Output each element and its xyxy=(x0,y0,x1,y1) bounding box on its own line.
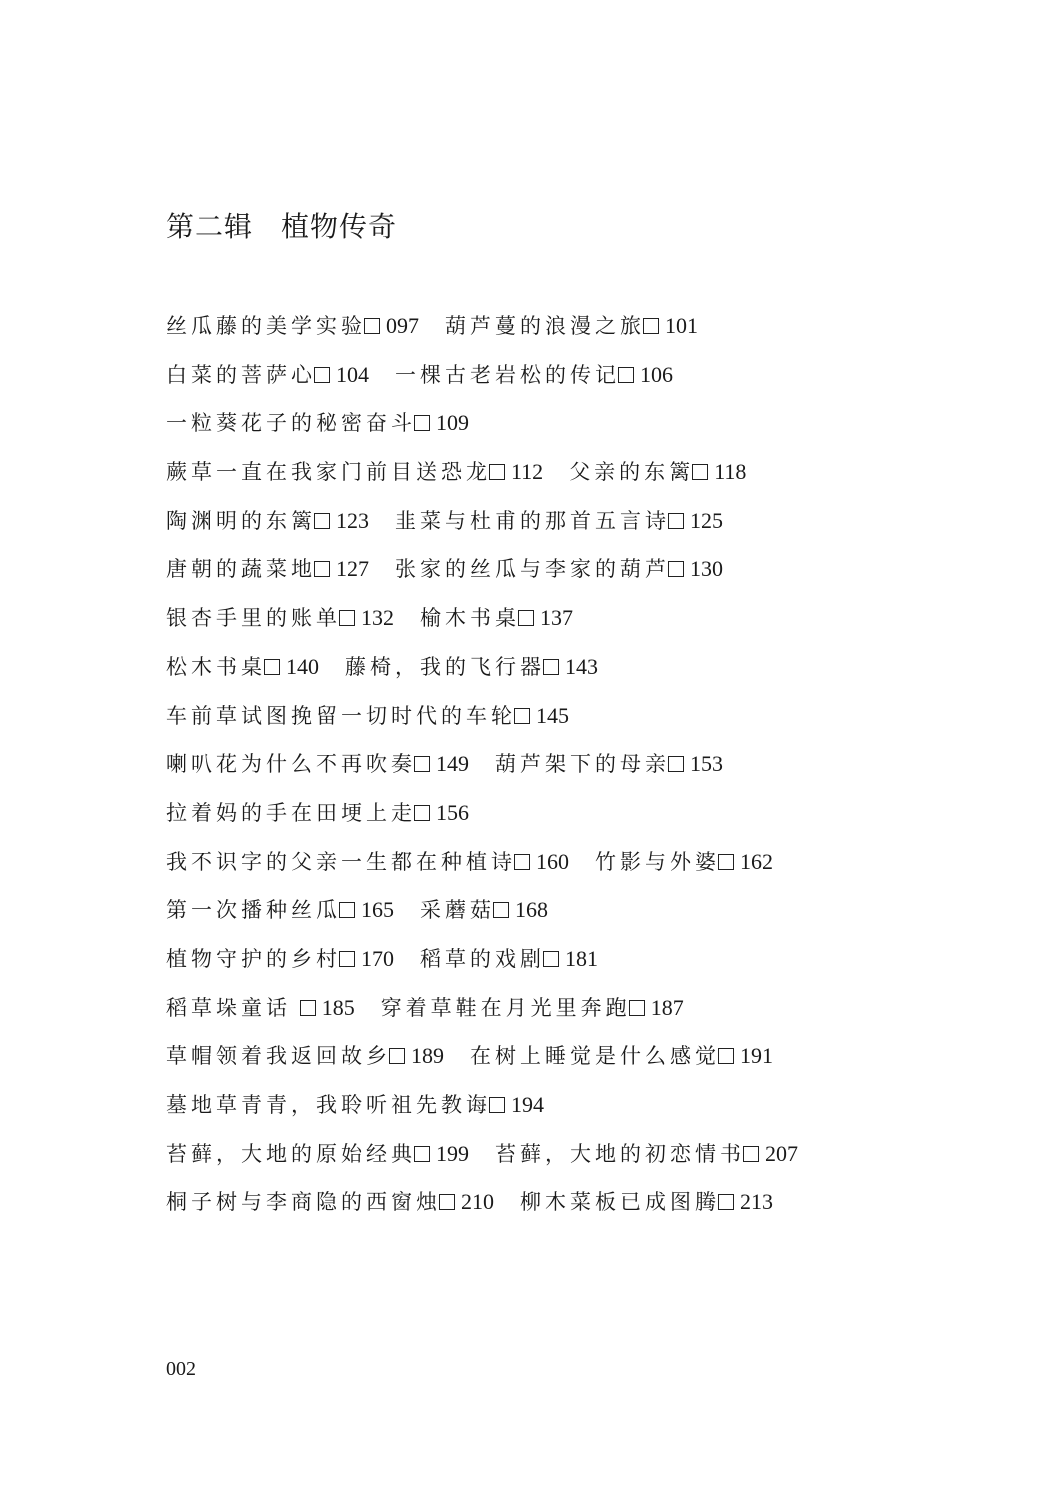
toc-entry-title: 父亲的东篱 xyxy=(569,460,695,485)
toc-entry-title: 葫芦蔓的浪漫之旅 xyxy=(445,314,645,338)
toc-entry-page: 165 xyxy=(361,897,394,923)
toc-entry[interactable] xyxy=(381,996,684,1020)
placeholder-box-icon xyxy=(518,610,534,626)
placeholder-box-icon xyxy=(300,1000,316,1016)
toc-entry-page: 127 xyxy=(336,556,369,582)
toc-entry-page: 213 xyxy=(740,1189,773,1215)
toc-entry-page: 101 xyxy=(665,313,698,338)
placeholder-box-icon xyxy=(314,513,330,529)
toc-entry[interactable] xyxy=(520,1190,773,1214)
toc-entry-page: 112 xyxy=(511,459,544,485)
toc-entry-title: 第一次播种丝瓜 xyxy=(166,898,341,923)
toc-line xyxy=(166,942,926,991)
placeholder-box-icon xyxy=(339,610,355,626)
placeholder-box-icon xyxy=(668,513,684,529)
placeholder-box-icon xyxy=(643,318,659,334)
toc-entry-page: 207 xyxy=(765,1140,798,1166)
toc-entry[interactable] xyxy=(395,363,673,387)
table-of-contents xyxy=(166,309,926,1234)
placeholder-box-icon xyxy=(718,1048,734,1064)
placeholder-box-icon xyxy=(493,902,509,918)
toc-entry-page: 125 xyxy=(690,507,723,533)
toc-entry[interactable] xyxy=(166,1093,544,1117)
toc-entry-page: 168 xyxy=(515,897,548,923)
toc-entry[interactable] xyxy=(420,947,598,971)
placeholder-box-icon xyxy=(414,1146,430,1162)
toc-entry-title: 植物守护的乡村 xyxy=(166,946,341,971)
toc-line xyxy=(166,845,926,894)
toc-entry-title: 白菜的菩萨心 xyxy=(166,362,316,387)
placeholder-box-icon xyxy=(514,854,530,870)
toc-entry[interactable] xyxy=(495,1142,798,1166)
placeholder-box-icon xyxy=(543,951,559,967)
toc-entry-page: 210 xyxy=(461,1189,494,1215)
toc-entry-title: 榆木书桌 xyxy=(420,606,520,631)
toc-entry-page: 187 xyxy=(650,994,684,1020)
placeholder-box-icon xyxy=(314,367,330,383)
toc-entry[interactable] xyxy=(445,314,698,338)
toc-entry-page: 153 xyxy=(690,751,723,777)
toc-entry-title: 唐朝的蔬菜地 xyxy=(166,557,316,582)
toc-line xyxy=(166,601,926,650)
toc-line xyxy=(166,406,926,455)
toc-line xyxy=(166,650,926,699)
placeholder-box-icon xyxy=(414,805,430,821)
toc-entry-page: 104 xyxy=(336,361,369,387)
placeholder-box-icon xyxy=(439,1194,455,1210)
placeholder-box-icon xyxy=(718,854,734,870)
toc-entry-title: 张家的丝瓜与李家的葫芦 xyxy=(395,557,670,582)
section-label: 第二辑 xyxy=(166,210,254,243)
toc-entry-page: 160 xyxy=(536,848,569,874)
placeholder-box-icon xyxy=(629,1000,645,1016)
toc-entry[interactable] xyxy=(166,509,369,533)
toc-entry-title: 银杏手里的账单 xyxy=(166,606,341,631)
placeholder-box-icon xyxy=(514,708,530,724)
toc-entry-title: 一棵古老岩松的传记 xyxy=(395,362,620,387)
toc-line xyxy=(166,309,926,358)
toc-entry[interactable] xyxy=(395,557,723,581)
toc-entry[interactable] xyxy=(420,606,573,630)
toc-entry[interactable] xyxy=(166,996,355,1020)
toc-entry[interactable] xyxy=(395,509,723,533)
toc-entry-title: 桐子树与李商隐的西窗烛 xyxy=(166,1190,441,1215)
toc-entry-title: 我不识字的父亲一生都在种植诗 xyxy=(166,849,516,874)
toc-entry[interactable] xyxy=(166,314,419,338)
placeholder-box-icon xyxy=(489,1097,505,1113)
toc-entry-page: 140 xyxy=(286,653,319,679)
toc-entry[interactable] xyxy=(345,655,598,679)
toc-line xyxy=(166,991,926,1040)
toc-entry-title: 韭菜与杜甫的那首五言诗 xyxy=(395,508,670,533)
toc-entry[interactable] xyxy=(166,1142,469,1166)
toc-entry-title: 陶渊明的东篱 xyxy=(166,508,316,533)
toc-entry-title: 竹影与外婆 xyxy=(595,849,720,874)
placeholder-box-icon xyxy=(489,464,505,480)
toc-entry-title: 在树上睡觉是什么感觉 xyxy=(470,1044,720,1069)
toc-entry-page: 189 xyxy=(411,1043,444,1069)
toc-entry[interactable] xyxy=(470,1044,773,1068)
toc-entry-title: 墓地草青青，我聆听祖先教诲 xyxy=(166,1093,491,1117)
toc-entry[interactable] xyxy=(166,655,319,679)
toc-entry[interactable] xyxy=(420,898,548,922)
placeholder-box-icon xyxy=(668,561,684,577)
placeholder-box-icon xyxy=(743,1146,759,1162)
toc-line xyxy=(166,699,926,748)
toc-entry-page: 097 xyxy=(386,313,419,338)
toc-entry-title: 苔藓，大地的初恋情书 xyxy=(495,1141,745,1166)
section-heading xyxy=(166,205,397,245)
toc-entry-page: 181 xyxy=(565,945,598,971)
toc-entry[interactable] xyxy=(166,557,369,581)
toc-entry-title: 穿着草鞋在月光里奔跑 xyxy=(380,995,631,1020)
toc-entry[interactable] xyxy=(166,850,569,874)
toc-entry-page: 185 xyxy=(321,994,355,1020)
toc-entry-title: 松木书桌 xyxy=(166,654,266,679)
toc-entry-title: 葫芦架下的母亲 xyxy=(495,752,670,777)
toc-entry-page: 194 xyxy=(511,1092,544,1117)
toc-entry-title: 蕨草一直在我家门前目送恐龙 xyxy=(166,460,491,485)
toc-line xyxy=(166,552,926,601)
toc-entry-page: 137 xyxy=(540,605,573,631)
toc-entry[interactable] xyxy=(166,752,469,776)
toc-entry-page: 156 xyxy=(436,799,469,825)
placeholder-box-icon xyxy=(264,659,280,675)
placeholder-box-icon xyxy=(414,415,430,431)
placeholder-box-icon xyxy=(543,659,559,675)
toc-entry-title: 采蘑菇 xyxy=(420,898,495,923)
toc-entry-page: 145 xyxy=(536,702,569,728)
toc-entry-title: 一粒葵花子的秘密奋斗 xyxy=(166,411,416,436)
toc-entry[interactable] xyxy=(166,704,569,728)
toc-entry-page: 130 xyxy=(690,556,723,582)
toc-entry-title: 稻草垛童话 xyxy=(166,995,302,1020)
placeholder-box-icon xyxy=(339,902,355,918)
toc-entry-page: 106 xyxy=(640,361,673,387)
placeholder-box-icon xyxy=(718,1194,734,1210)
page-number: 002 xyxy=(166,1358,196,1380)
toc-entry-page: 149 xyxy=(436,751,469,777)
toc-entry[interactable] xyxy=(166,363,369,387)
toc-entry-title: 藤椅，我的飞行器 xyxy=(345,654,545,679)
toc-entry[interactable] xyxy=(166,801,469,825)
toc-entry-title: 喇叭花为什么不再吹奏 xyxy=(166,752,416,777)
toc-line xyxy=(166,1185,926,1234)
toc-entry[interactable] xyxy=(166,460,543,484)
toc-entry-title: 丝瓜藤的美学实验 xyxy=(166,314,366,338)
toc-entry-page: 109 xyxy=(436,410,469,436)
toc-line xyxy=(166,1137,926,1186)
toc-entry[interactable] xyxy=(166,606,394,630)
toc-entry-title: 拉着妈的手在田埂上走 xyxy=(166,800,416,825)
placeholder-box-icon xyxy=(692,464,708,480)
toc-entry[interactable] xyxy=(166,1190,494,1214)
toc-line xyxy=(166,893,926,942)
toc-entry[interactable] xyxy=(495,752,723,776)
toc-entry[interactable] xyxy=(166,1044,444,1068)
toc-line xyxy=(166,504,926,553)
toc-entry-page: 132 xyxy=(361,605,394,631)
toc-line xyxy=(166,796,926,845)
placeholder-box-icon xyxy=(414,756,430,772)
toc-entry-page: 162 xyxy=(740,848,773,874)
toc-entry-title: 苔藓，大地的原始经典 xyxy=(166,1141,416,1166)
toc-entry-title: 柳木菜板已成图腾 xyxy=(520,1190,720,1215)
toc-entry-page: 191 xyxy=(740,1043,773,1069)
toc-entry-title: 车前草试图挽留一切时代的车轮 xyxy=(166,703,516,728)
section-name: 植物传奇 xyxy=(281,210,398,243)
placeholder-box-icon xyxy=(389,1048,405,1064)
placeholder-box-icon xyxy=(314,561,330,577)
toc-entry[interactable] xyxy=(569,460,746,484)
toc-line xyxy=(166,747,926,796)
toc-entry-title: 草帽领着我返回故乡 xyxy=(166,1044,391,1069)
placeholder-box-icon xyxy=(364,318,380,334)
toc-entry-page: 199 xyxy=(436,1140,469,1166)
toc-line xyxy=(166,1039,926,1088)
toc-line xyxy=(166,358,926,407)
toc-entry-page: 170 xyxy=(361,945,394,971)
toc-entry-page: 123 xyxy=(336,507,369,533)
toc-entry-page: 143 xyxy=(565,653,598,679)
toc-line xyxy=(166,455,926,504)
toc-entry-page: 118 xyxy=(714,459,747,485)
toc-entry[interactable] xyxy=(595,850,773,874)
placeholder-box-icon xyxy=(668,756,684,772)
toc-entry[interactable] xyxy=(166,947,394,971)
toc-line xyxy=(166,1088,926,1137)
placeholder-box-icon xyxy=(618,367,634,383)
toc-entry[interactable] xyxy=(166,411,469,435)
toc-entry[interactable] xyxy=(166,898,394,922)
toc-entry-title: 稻草的戏剧 xyxy=(420,946,545,971)
placeholder-box-icon xyxy=(339,951,355,967)
